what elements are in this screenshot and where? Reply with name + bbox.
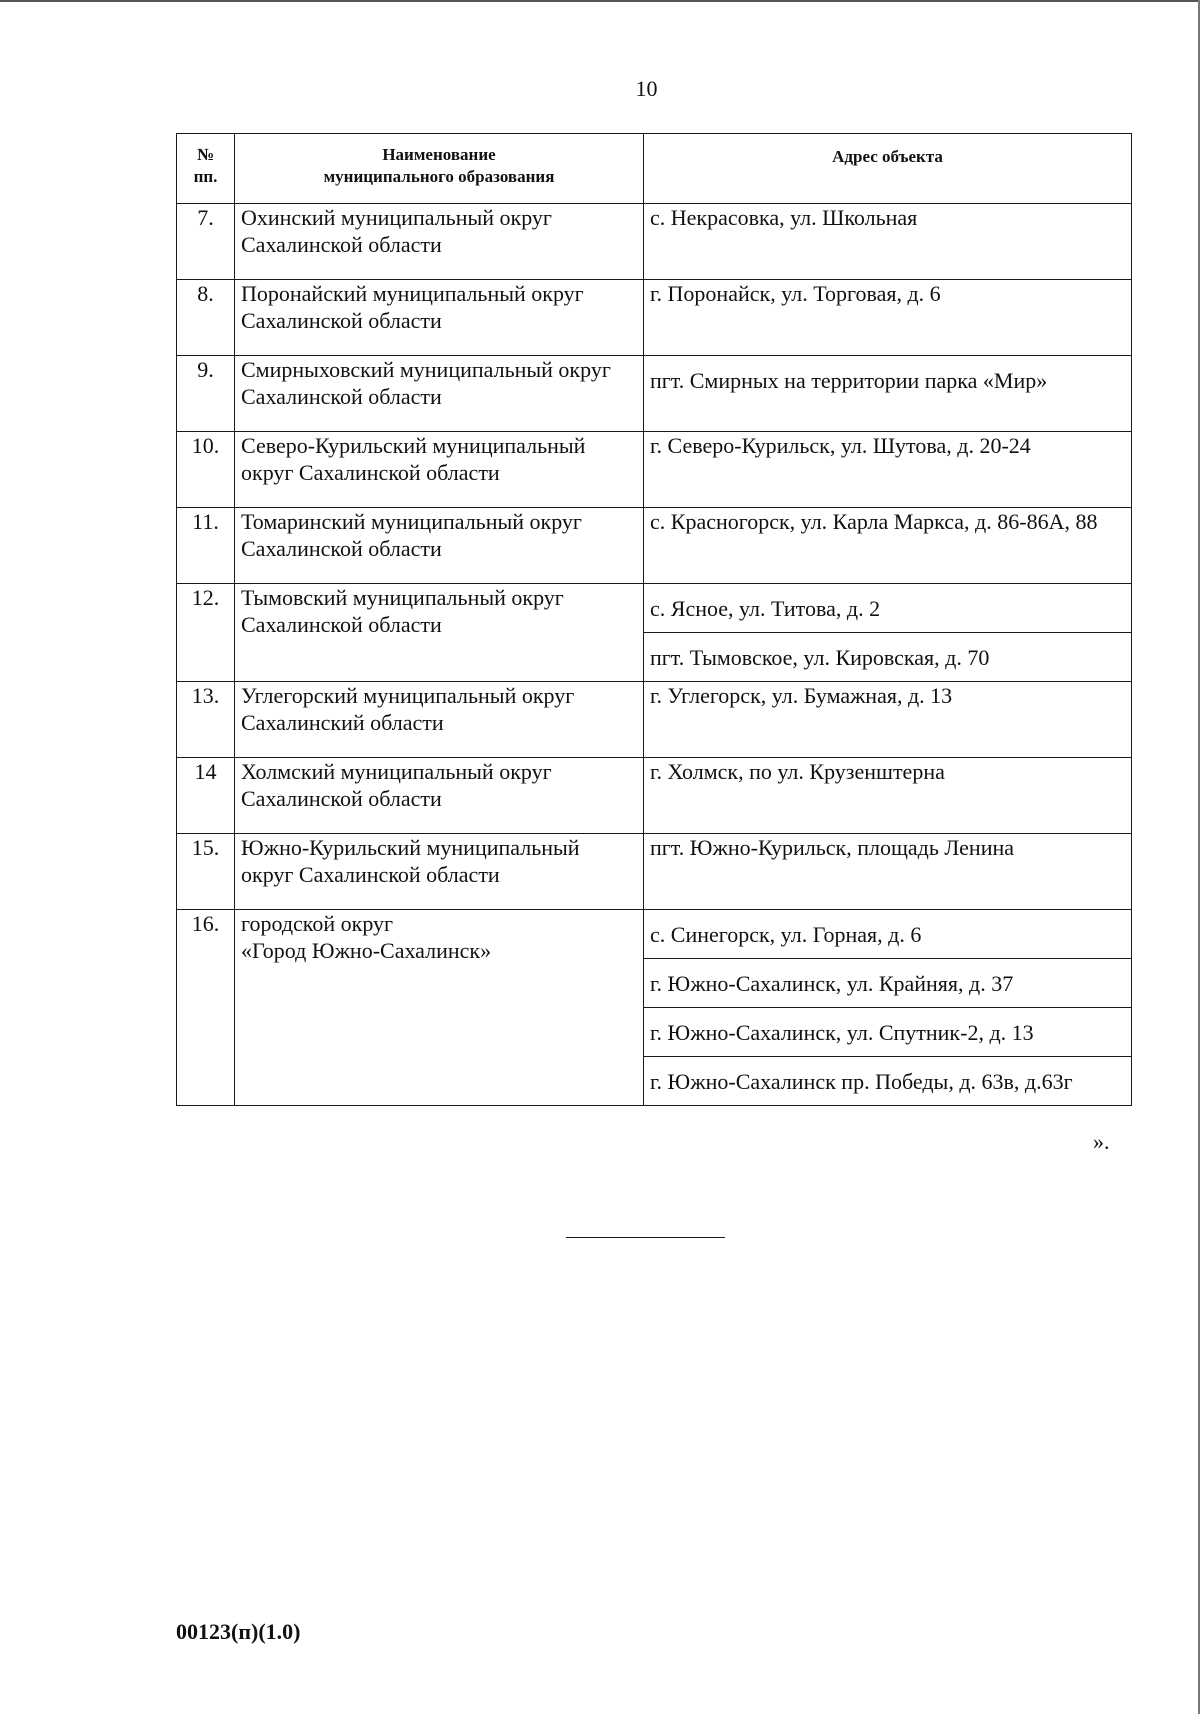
- object-address: г. Южно-Сахалинск, ул. Спутник-2, д. 13: [644, 1008, 1132, 1057]
- municipality-name: Тымовский муниципальный округ Сахалинской области: [235, 584, 644, 682]
- object-address: пгт. Смирных на территории парка «Мир»: [644, 356, 1132, 432]
- table-row: [177, 356, 1132, 432]
- object-address: с. Синегорск, ул. Горная, д. 6: [644, 910, 1132, 959]
- municipality-name: Смирныховский муниципальный округ Сахалинской области: [235, 356, 644, 432]
- table-row: [177, 910, 1132, 959]
- header-municipality: Наименование муниципального образования: [235, 134, 644, 204]
- object-address: г. Углегорск, ул. Бумажная, д. 13: [644, 682, 1132, 758]
- municipality-name: Северо-Курильский муниципальный округ Сахалинской области: [235, 432, 644, 508]
- object-address: г. Поронайск, ул. Торговая, д. 6: [644, 280, 1132, 356]
- scan-edge-top: [0, 0, 1200, 2]
- table-row: [177, 432, 1132, 508]
- municipality-name: Холмский муниципальный округ Сахалинской области: [235, 758, 644, 834]
- header-num: № пп.: [177, 134, 235, 204]
- document-code: 00123(п)(1.0): [176, 1619, 301, 1644]
- municipality-name: Углегорский муниципальный округ Сахалинский области: [235, 682, 644, 758]
- objects-table: [176, 133, 1132, 1106]
- row-number: 13.: [177, 682, 235, 758]
- object-address: пгт. Тымовское, ул. Кировская, д. 70: [644, 633, 1132, 682]
- object-address: с. Красногорск, ул. Карла Маркса, д. 86-86А, 88: [644, 508, 1132, 584]
- closing-quote: ».: [1093, 1129, 1110, 1154]
- table-body: [177, 204, 1132, 1106]
- row-number: 7.: [177, 204, 235, 280]
- row-number: 14: [177, 758, 235, 834]
- municipality-name: Южно-Курильский муниципальный округ Сахалинской области: [235, 834, 644, 910]
- table-row: [177, 758, 1132, 834]
- object-address: с. Некрасовка, ул. Школьная: [644, 204, 1132, 280]
- row-number: 9.: [177, 356, 235, 432]
- table-row: [177, 204, 1132, 280]
- header-address: Адрес объекта: [644, 134, 1132, 204]
- object-address: пгт. Южно-Курильск, площадь Ленина: [644, 834, 1132, 910]
- row-number: 16.: [177, 910, 235, 1106]
- separator-line: [566, 1237, 725, 1238]
- row-number: 12.: [177, 584, 235, 682]
- row-number: 8.: [177, 280, 235, 356]
- municipality-name: Поронайский муниципальный округ Сахалинской области: [235, 280, 644, 356]
- object-address: г. Южно-Сахалинск пр. Победы, д. 63в, д.63г: [644, 1057, 1132, 1106]
- object-address: г. Южно-Сахалинск, ул. Крайняя, д. 37: [644, 959, 1132, 1008]
- row-number: 15.: [177, 834, 235, 910]
- table-row: [177, 834, 1132, 910]
- municipality-name: Охинский муниципальный округ Сахалинской области: [235, 204, 644, 280]
- table-row: [177, 584, 1132, 633]
- table-row: [177, 280, 1132, 356]
- page-number: 10: [635, 76, 658, 101]
- object-address: г. Северо-Курильск, ул. Шутова, д. 20-24: [644, 432, 1132, 508]
- row-number: 10.: [177, 432, 235, 508]
- object-address: г. Холмск, по ул. Крузенштерна: [644, 758, 1132, 834]
- object-address: с. Ясное, ул. Титова, д. 2: [644, 584, 1132, 633]
- municipality-name: Томаринский муниципальный округ Сахалинской области: [235, 508, 644, 584]
- table-row: [177, 508, 1132, 584]
- row-number: 11.: [177, 508, 235, 584]
- table-row: [177, 682, 1132, 758]
- municipality-name: городской округ «Город Южно-Сахалинск»: [235, 910, 644, 1106]
- table-header-row: [177, 134, 1132, 204]
